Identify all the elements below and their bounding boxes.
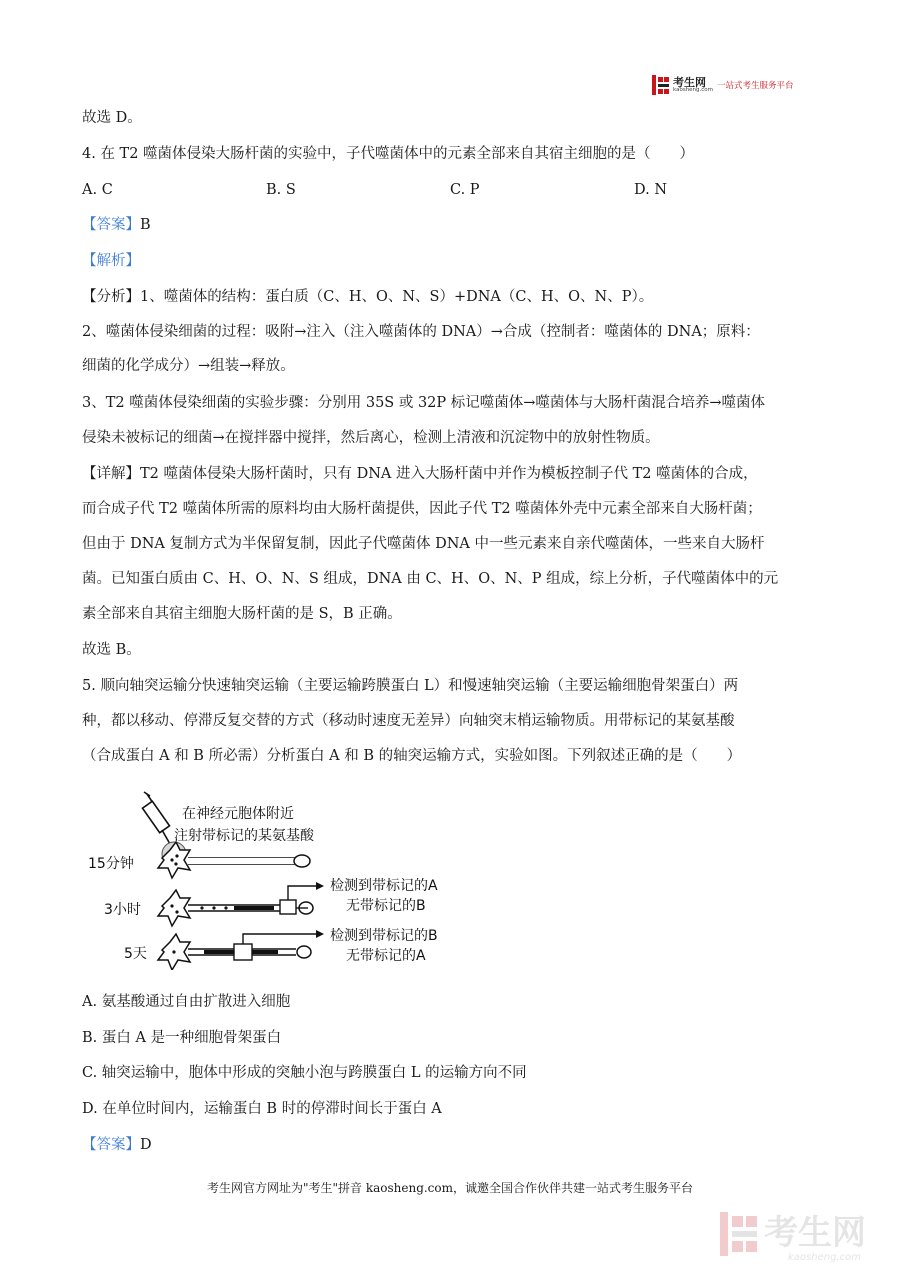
q5-answer: [82, 1135, 152, 1155]
injection-label-2: 注射带标记的某氨基酸: [174, 828, 314, 844]
answer-tag: 【答案】: [82, 1137, 140, 1153]
q5-stem-line: （合成蛋白 A 和 B 所必需）分析蛋白 A 和 B 的轴突运输方式，实验如图。下列叙述正确的是（ ）: [82, 748, 742, 764]
answer-value: D: [140, 1137, 152, 1153]
analysis-line: 菌。已知蛋白质由 C、H、O、N、S 组成，DNA 由 C、H、O、N、P 组成，综上分析，子代噬菌体中的元: [82, 571, 779, 587]
watermark-name: 考生网: [764, 1213, 866, 1253]
brand-name: 考生网: [673, 75, 706, 89]
brand-url: kaosheng.com: [673, 86, 714, 93]
q4-option-d: D. N: [634, 182, 668, 198]
analysis-line: 素全部来自其宿主细胞大肠杆菌的是 S，B 正确。: [82, 606, 402, 622]
result-5d-line2: 无带标记的A: [346, 948, 426, 964]
q5-option-d: D. 在单位时间内，运输蛋白 B 时的停滞时间长于蛋白 A: [82, 1101, 442, 1117]
brand-slogan: 一站式考生服务平台: [717, 81, 794, 91]
result-3h-line2: 无带标记的B: [346, 898, 426, 914]
analysis-line: 【详解】T2 噬菌体侵染大肠杆菌时，只有 DNA 进入大肠杆菌中并作为模板控制子代 T2 噬菌体的合成，: [82, 466, 758, 482]
q4-analysis-tag: 【解析】: [82, 253, 140, 269]
neuron-5d: [158, 930, 324, 970]
q5-option-c: C. 轴突运输中，胞体中形成的突触小泡与跨膜蛋白 L 的运输方向不同: [82, 1065, 527, 1081]
kaosheng-logo-icon: [652, 75, 670, 95]
analysis-line: 细菌的化学成分）→组装→释放。: [82, 358, 295, 374]
q4-option-b: B. S: [266, 182, 296, 198]
answer-tag: 【答案】: [82, 217, 140, 233]
time-label-15min: 15分钟: [88, 856, 134, 872]
time-label-3h: 3小时: [104, 902, 141, 918]
q4-conclusion: 故选 B。: [82, 642, 141, 658]
q5-stem-line: 种，都以移动、停滞反复交替的方式（移动时速度无差异）向轴突末梢运输物质。用带标记的某氨基酸: [82, 713, 735, 729]
injection-label-1: 在神经元胞体附近: [182, 806, 294, 822]
q4-option-a: A. C: [82, 182, 113, 198]
analysis-line: 【分析】1、噬菌体的结构：蛋白质（C、H、O、N、S）+DNA（C、H、O、N、P）。: [82, 289, 654, 305]
answer-value: B: [140, 217, 151, 233]
result-5d-line1: 检测到带标记的B: [330, 928, 438, 944]
analysis-line: 侵染未被标记的细菌→在搅拌器中搅拌，然后离心，检测上清液和沉淀物中的放射性物质。: [82, 430, 660, 446]
q4-option-c: C. P: [450, 182, 480, 198]
syringe-icon: [142, 792, 170, 844]
watermark-logo: [718, 1206, 888, 1264]
watermark-url: kaosheng.com: [788, 1252, 861, 1263]
analysis-line: 但由于 DNA 复制方式为半保留复制，因此子代噬菌体 DNA 中一些元素来自亲代噬菌体，一些来自大肠杆: [82, 536, 765, 552]
q5-option-a: A. 氨基酸通过自由扩散进入细胞: [82, 994, 291, 1010]
axon-transport-figure: [84, 788, 484, 970]
q4-stem: 4. 在 T2 噬菌体侵染大肠杆菌的实验中，子代噬菌体中的元素全部来自其宿主细胞的是（ ）: [82, 146, 695, 162]
q4-answer: [82, 215, 151, 235]
analysis-line: 2、噬菌体侵染细菌的过程：吸附→注入（注入噬菌体的 DNA）→合成（控制者：噬菌体的 DNA；原料：: [82, 324, 760, 340]
analysis-line: 而合成子代 T2 噬菌体所需的原料均由大肠杆菌提供，因此子代 T2 噬菌体外壳中元素全部来自大肠杆菌；: [82, 501, 762, 517]
result-3h-line1: 检测到带标记的A: [330, 878, 438, 894]
analysis-line: 3、T2 噬菌体侵染细菌的实验步骤：分别用 35S 或 32P 标记噬菌体→噬菌体与大肠杆菌混合培养→噬菌体: [82, 395, 766, 411]
neuron-15min: [158, 842, 310, 878]
header-logo[interactable]: [652, 74, 822, 96]
q5-option-b: B. 蛋白 A 是一种细胞骨架蛋白: [82, 1030, 282, 1046]
time-label-5d: 5天: [124, 946, 147, 962]
q5-stem-line: 5. 顺向轴突运输分快速轴突运输（主要运输跨膜蛋白 L）和慢速轴突运输（主要运输细胞骨架蛋白）两: [82, 678, 739, 694]
footer-text: 考生网官方网址为"考生"拼音 kaosheng.com，诚邀全国合作伙伴共建一站式考生服务平台: [206, 1181, 694, 1195]
prev-conclusion: 故选 D。: [82, 110, 142, 126]
neuron-3h: [158, 882, 324, 926]
